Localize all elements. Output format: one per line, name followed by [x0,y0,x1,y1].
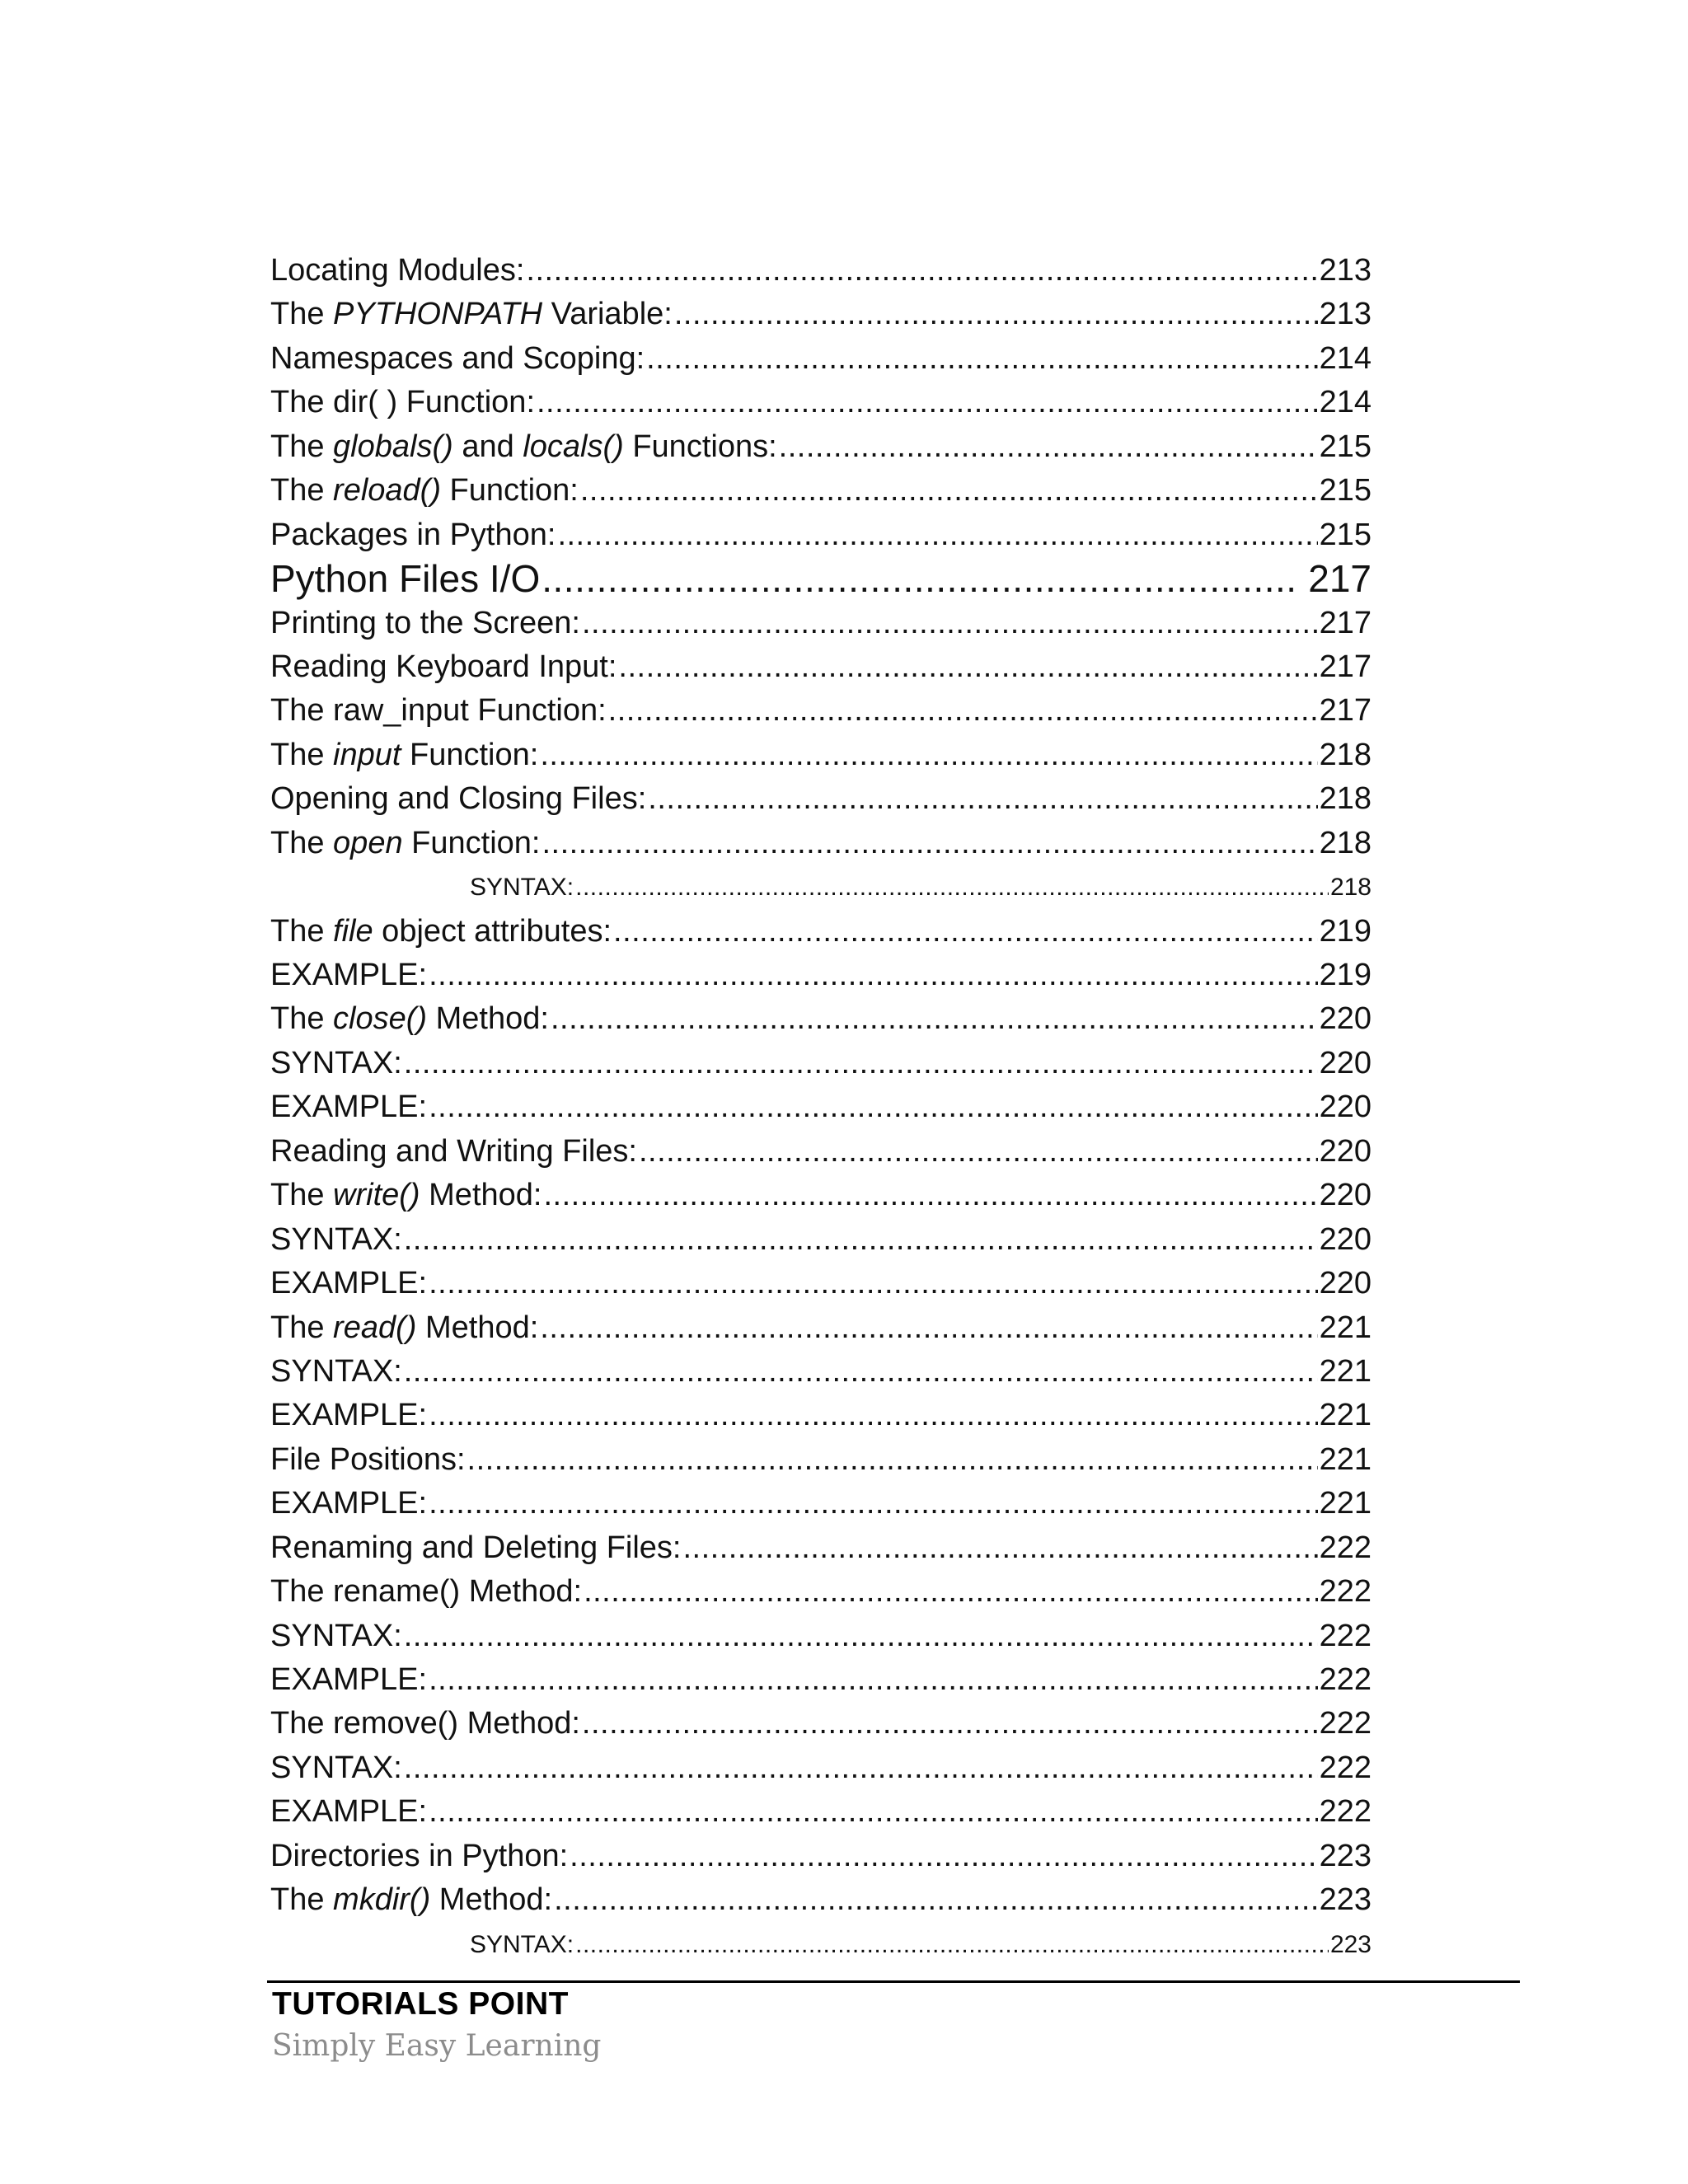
toc-entry-title [270,1438,466,1482]
toc-page-number: 222 [1319,1574,1372,1610]
toc-page-number: 213 [1319,297,1372,332]
toc-page-number: 220 [1319,1001,1372,1037]
toc-page-number: 223 [1319,1838,1372,1873]
toc-dot-leader [618,645,1317,689]
toc-entry-title [270,997,549,1041]
toc-page-number: 217 [1319,649,1372,684]
toc-entry-row[interactable] [270,1218,1372,1262]
toc-page-number: 214 [1319,385,1372,420]
toc-title-segment: globals() [333,429,453,464]
toc-page-number: 222 [1319,1530,1372,1565]
toc-title-segment: SYNTAX: [470,874,574,902]
toc-dot-leader [648,777,1317,821]
toc-title-segment: The [270,297,334,332]
toc-dot-leader [429,1790,1318,1834]
toc-title-segment: EXAMPLE: [270,1662,428,1697]
toc-page-number: 221 [1319,1353,1372,1389]
toc-title-segment: Method: [416,1310,539,1345]
toc-title-segment: Function: [401,737,539,772]
toc-title-segment: The remove() Method: [270,1706,580,1741]
toc-title-segment: Python Files I/O [270,557,541,601]
toc-entry-row[interactable] [270,1482,1372,1526]
toc-entry-title [270,777,646,821]
toc-entry-title [270,337,645,381]
toc-dot-leader [608,689,1318,733]
toc-page-number: 215 [1319,517,1372,552]
toc-dot-leader [429,954,1318,997]
toc-entry-row[interactable] [270,645,1372,689]
toc-title-segment: Function: [402,825,541,860]
toc-title-segment: object attributes: [373,913,612,949]
footer-divider [267,1980,1520,1983]
toc-title-segment: The [270,1882,334,1918]
toc-title-segment: EXAMPLE: [270,1090,428,1125]
toc-dot-leader [404,1218,1318,1262]
toc-title-segment: SYNTAX: [270,1221,402,1257]
toc-entry-row[interactable] [270,1615,1372,1658]
toc-entry-row[interactable] [270,1570,1372,1614]
toc-entry-title [270,513,556,557]
toc-title-segment: Namespaces and Scoping: [270,340,645,376]
toc-entry-row[interactable] [270,1923,1372,1966]
toc-page-number: 214 [1319,340,1372,376]
toc-page-number: 221 [1319,1398,1372,1433]
toc-entry-row[interactable] [270,1526,1372,1570]
toc-title-segment: Directories in Python: [270,1838,569,1873]
toc-title-segment: The [270,1001,334,1037]
toc-title-segment: and [452,429,523,464]
toc-entry-title [270,381,535,424]
toc-entry-row[interactable] [270,1394,1372,1437]
toc-entry-title [270,1615,402,1658]
toc-dot-leader [674,293,1318,336]
toc-title-segment: Locating Modules: [270,253,525,288]
toc-page-number: 221 [1319,1486,1372,1521]
toc-page-number: 215 [1319,473,1372,509]
toc-page-number: 215 [1319,429,1372,464]
toc-entry-title [270,293,673,336]
toc-entry-title [270,425,777,469]
toc-entry-row[interactable] [270,1835,1372,1878]
toc-page-number: 221 [1319,1310,1372,1345]
toc-dot-leader [429,1482,1318,1526]
toc-entry-row[interactable] [270,1438,1372,1482]
toc-title-segment: file [333,913,373,949]
toc-entry-title [270,1262,427,1305]
toc-dot-leader [404,1350,1318,1394]
toc-entry-title [470,1923,574,1966]
toc-dot-leader [582,602,1318,645]
toc-dot-leader [429,1658,1318,1702]
toc-entry-row[interactable] [270,602,1372,645]
toc-entry-title [270,1570,582,1614]
toc-entry-title [270,469,579,513]
toc-entry-title [270,1482,427,1526]
toc-entry-row[interactable] [270,1878,1372,1922]
toc-page-number: 220 [1319,1178,1372,1213]
toc-entry-row[interactable] [270,1790,1372,1834]
toc-entry-row[interactable] [270,689,1372,733]
toc-entry-title [270,645,617,689]
toc-entry-row[interactable] [270,1702,1372,1746]
toc-page-number: 222 [1319,1662,1372,1697]
toc-title-segment: The [270,1310,334,1345]
toc-title-segment: EXAMPLE: [270,1794,428,1830]
toc-title-segment: SYNTAX: [470,1930,574,1958]
toc-dot-leader [404,1615,1318,1658]
toc-dot-leader [580,469,1318,513]
toc-page-number: 218 [1319,781,1372,817]
toc-entry-title [270,557,540,601]
toc-title-segment: The [270,825,334,860]
toc-entry-title [270,1394,427,1437]
toc-page-number: 220 [1319,1133,1372,1169]
toc-title-segment: open [333,825,403,860]
toc-entry-row[interactable] [270,1262,1372,1305]
toc-entry-title [270,1835,568,1878]
toc-entry-row[interactable] [270,1306,1372,1350]
toc-dot-leader [584,1570,1318,1614]
toc-title-segment: SYNTAX: [270,1618,402,1653]
toc-page-number: 222 [1319,1706,1372,1741]
toc-entry-title [270,1218,402,1262]
toc-page-number: 217 [1319,693,1372,729]
toc-entry-title [270,822,540,865]
toc-page-number: 218 [1319,825,1372,860]
toc-title-segment: Functions: [623,429,777,464]
toc-entry-title [270,689,607,733]
toc-title-segment: The [270,1178,334,1213]
toc-title-segment: read() [333,1310,417,1345]
toc-title-segment: The dir( ) Function: [270,385,535,420]
toc-title-segment: EXAMPLE: [270,1486,428,1521]
toc-entry-title [270,1085,427,1129]
toc-page-number: 220 [1319,1090,1372,1125]
toc-title-segment: Function: [441,473,579,509]
toc-page-number: 218 [1319,737,1372,772]
toc-dot-leader [575,1923,1329,1966]
toc-dot-leader [404,1746,1318,1790]
toc-title-segment: Opening and Closing Files: [270,781,647,817]
toc-dot-leader [542,822,1317,865]
toc-entry-title [270,1350,402,1394]
toc-page-number: 220 [1319,1045,1372,1080]
toc-entry-row[interactable] [270,733,1372,777]
toc-dot-leader [779,425,1318,469]
toc-entry-row[interactable] [270,513,1372,557]
toc-page-number: 222 [1319,1750,1372,1785]
toc-dot-leader [557,513,1317,557]
toc-page-number: 219 [1319,913,1372,949]
toc-entry-title [270,1042,402,1085]
toc-dot-leader [646,337,1317,381]
toc-title-segment: The [270,429,334,464]
toc-dot-leader [613,910,1318,954]
toc-page-number: 213 [1319,253,1372,288]
toc-title-segment: EXAMPLE: [270,958,428,992]
toc-dot-leader [540,1306,1317,1350]
toc-title-segment: mkdir() [333,1882,431,1918]
toc-entry-row[interactable] [270,381,1372,424]
toc-entry-title [270,1306,538,1350]
toc-dot-leader [429,1085,1318,1129]
toc-title-segment: Method: [427,1001,549,1037]
toc-title-segment: close() [333,1001,428,1037]
toc-page-number: 220 [1319,1221,1372,1257]
toc-dot-leader [467,1438,1318,1482]
toc-page-number: 218 [1329,874,1372,902]
toc-dot-leader [639,1130,1318,1174]
toc-title-segment: EXAMPLE: [270,1398,428,1433]
toc-entry-title [270,733,538,777]
toc-title-segment: Renaming and Deleting Files: [270,1530,682,1565]
toc-dot-leader [429,1394,1318,1437]
toc-title-segment: Packages in Python: [270,517,556,552]
toc-entry-row[interactable] [270,469,1372,513]
toc-dot-leader [537,381,1318,424]
toc-entry-row[interactable] [270,1746,1372,1790]
toc-entry-row[interactable] [270,1042,1372,1085]
toc-entry-row[interactable] [270,1174,1372,1217]
toc-page-number: 223 [1329,1930,1372,1958]
toc-title-segment: SYNTAX: [270,1045,402,1080]
toc-page-number: 222 [1319,1618,1372,1653]
toc-entry-row[interactable] [270,293,1372,336]
toc-title-segment: Method: [420,1178,542,1213]
toc-page-number: 223 [1319,1882,1372,1918]
toc-dot-leader [683,1526,1318,1570]
toc-title-segment: Reading Keyboard Input: [270,649,617,684]
toc-dot-leader [429,1262,1318,1305]
toc-dot-leader [543,1174,1317,1217]
toc-entry-title [270,602,580,645]
toc-dot-leader [551,997,1318,1041]
toc-entry-title [270,1658,427,1702]
toc-entry-title [270,1746,402,1790]
toc-title-segment: The [270,473,334,509]
footer-tagline: Simply Easy Learning [272,2029,602,2063]
toc-page-number: 220 [1319,1266,1372,1301]
toc-entry-row[interactable] [270,249,1372,293]
toc-dot-leader [575,865,1329,909]
toc-page-number: 219 [1319,958,1372,992]
toc-dot-leader [526,249,1317,293]
toc-title-segment: input [333,737,401,772]
table-of-contents [270,249,1372,1966]
toc-entry-row[interactable] [270,425,1372,469]
toc-title-segment: Reading and Writing Files: [270,1133,637,1169]
toc-entry-row[interactable] [270,1130,1372,1174]
toc-entry-title [270,1130,637,1174]
toc-entry-row[interactable] [270,910,1372,954]
toc-entry-title [270,1702,580,1746]
toc-title-segment: Printing to the Screen: [270,605,580,640]
toc-entry-title [270,1790,427,1834]
toc-entry-row[interactable] [270,777,1372,821]
toc-dot-leader [404,1042,1318,1085]
toc-entry-title [470,865,574,909]
toc-title-segment: The [270,737,334,772]
toc-dot-leader [554,1878,1317,1922]
toc-dot-leader [570,1835,1317,1878]
toc-title-segment: PYTHONPATH [333,297,543,332]
toc-entry-row[interactable] [270,822,1372,865]
toc-page-number: 217 [1308,557,1372,601]
toc-dot-leader [582,1702,1318,1746]
toc-title-segment: The [270,913,334,949]
toc-title-segment: reload() [333,473,441,509]
toc-entry-row[interactable] [270,954,1372,997]
toc-title-segment: Method: [430,1882,553,1918]
toc-title-segment: EXAMPLE: [270,1266,428,1301]
footer-brand: TUTORIALS POINT [272,1986,569,2022]
toc-entry-row[interactable] [270,1658,1372,1702]
toc-page-number: 217 [1319,605,1372,640]
toc-title-segment: SYNTAX: [270,1750,402,1785]
toc-entry-row[interactable] [270,865,1372,909]
toc-dot-leader [542,557,1300,601]
toc-entry-title [270,1526,682,1570]
toc-title-segment: The rename() Method: [270,1574,583,1610]
toc-title-segment: write() [333,1178,420,1213]
toc-title-segment: File Positions: [270,1441,466,1477]
toc-title-segment: The raw_input Function: [270,693,607,729]
toc-entry-row[interactable] [270,997,1372,1041]
toc-title-segment: locals() [523,429,624,464]
toc-title-segment: SYNTAX: [270,1353,402,1389]
toc-dot-leader [540,733,1317,777]
toc-entry-title [270,1174,542,1217]
toc-entry-title [270,1878,552,1922]
toc-entry-row[interactable] [270,337,1372,381]
toc-page-number: 222 [1319,1794,1372,1830]
toc-page-number: 221 [1319,1441,1372,1477]
toc-entry-title [270,249,524,293]
toc-entry-row[interactable] [270,1085,1372,1129]
toc-entry-title [270,954,427,997]
toc-entry-title [270,910,612,954]
toc-chapter-row[interactable] [270,557,1372,601]
toc-title-segment: Variable: [542,297,673,332]
toc-entry-row[interactable] [270,1350,1372,1394]
